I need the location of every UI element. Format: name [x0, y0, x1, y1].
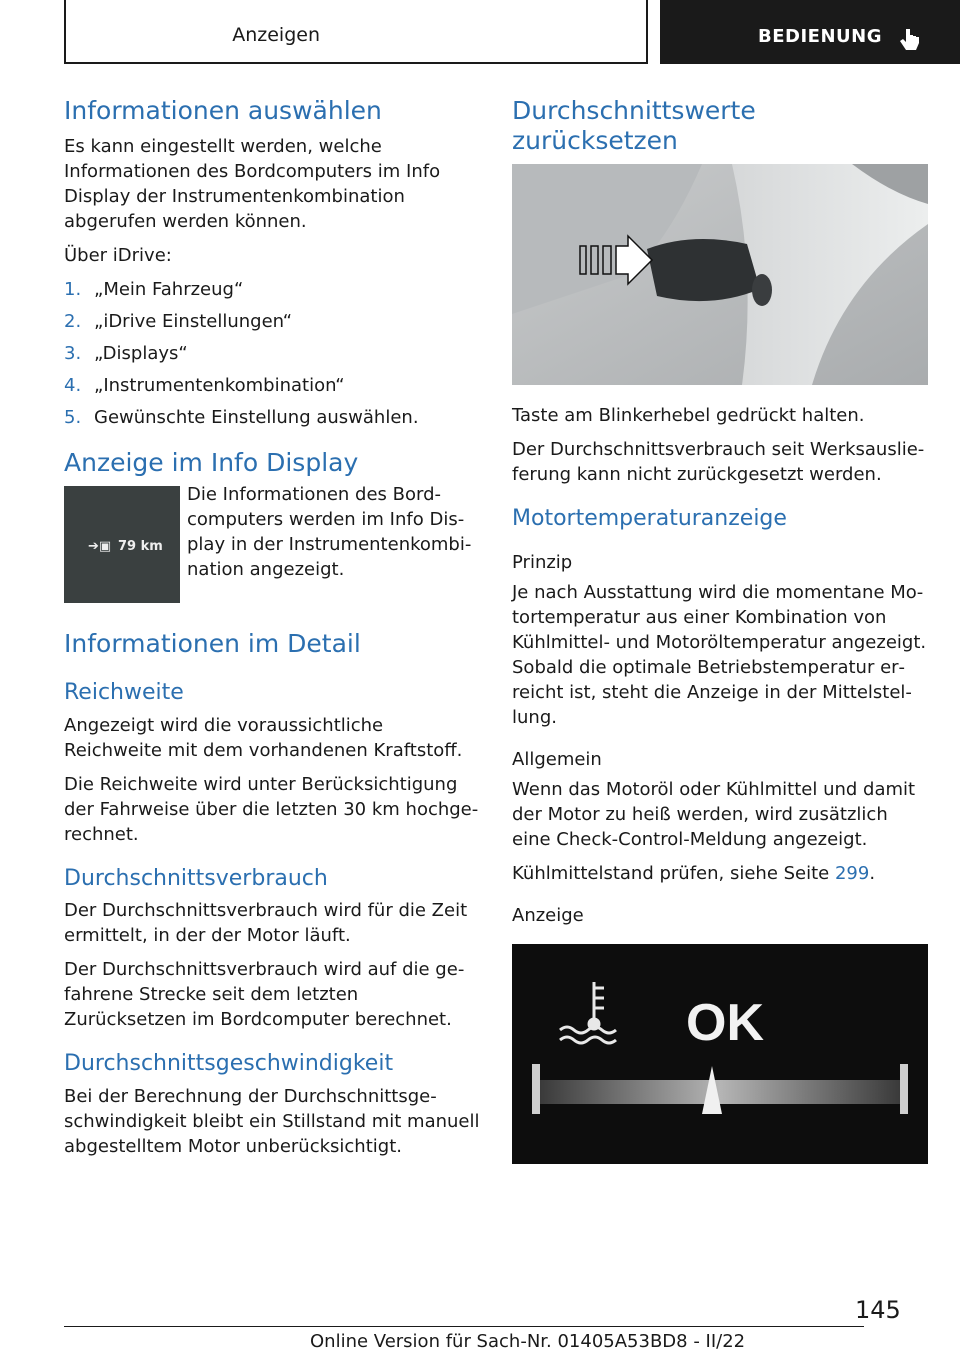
paragraph-select-info: Es kann eingestellt werden, welche Informationen des Bordcomputers im Info Display der Instrumentenkombination abgerufen werden können. — [64, 136, 441, 232]
list-number: 5. — [64, 407, 82, 428]
gauge-ok-text: OK — [686, 993, 764, 1052]
paragraph-general: Wenn das Motoröl oder Kühlmittel und damit der Motor zu heiß werden, wird zusätzlich eine Check-Control-Meldung angezeigt. — [512, 779, 916, 851]
heading-prinzip: Prinzip — [512, 551, 573, 573]
engine-temperature-display-image — [512, 944, 928, 1164]
footer-divider — [64, 1326, 864, 1327]
coolant-suffix: . — [869, 863, 876, 885]
paragraph-reset-1: Taste am Blinkerhebel gedrückt halten. — [512, 405, 865, 426]
turn-signal-lever-image — [512, 164, 928, 385]
right-column — [512, 96, 928, 1164]
page-link-299[interactable]: 299 — [834, 863, 870, 885]
heading-reichweite: Reichweite — [64, 680, 184, 705]
paragraph-speed: Bei der Berechnung der Durchschnittsgeschwindigkeit bleibt ein Stillstand mit manuell abgestelltem Motor unberücksichtigt. — [64, 1085, 480, 1157]
hand-pointer-icon — [898, 28, 922, 54]
left-column — [64, 96, 480, 1168]
list-text: „Mein Fahrzeug“ — [94, 279, 244, 300]
header-section-title: Anzeigen — [232, 24, 320, 46]
list-text: „Instrumentenkombination“ — [94, 375, 345, 396]
heading-anzeige: Anzeige — [512, 905, 584, 927]
paragraph-range-1: Angezeigt wird die voraussichtliche Reichweite mit dem vorhandenen Kraftstoff. — [64, 714, 463, 761]
paragraph-principle: Je nach Ausstattung wird die momentane Motortemperatur aus einer Kombination von Kühlmittel- und Motoröltemperatur angezeigt. Sobald die optimale Betriebstemperatur erreicht ist, steht die Anzeige in der Mittelstellung. — [512, 581, 927, 728]
heading-durchschnittsgeschwindigkeit: Durchschnittsgeschwindigkeit — [64, 1051, 394, 1076]
heading-durchschnittswerte-zuruecksetzen: Durchschnittswerte zurücksetzen — [512, 96, 756, 155]
fuel-range-icon: ➔▣ — [88, 539, 112, 554]
list-number: 1. — [64, 279, 82, 300]
paragraph-consumption-1: Der Durchschnittsverbrauch wird für die Zeit ermittelt, in der der Motor läuft. — [64, 900, 468, 946]
chapter-tab — [660, 0, 960, 64]
heading-allgemein: Allgemein — [512, 748, 602, 770]
info-display-block — [64, 486, 480, 603]
list-text: „iDrive Einstellungen“ — [94, 311, 293, 332]
heading-anzeige-info-display: Anzeige im Info Display — [64, 448, 359, 477]
list-number: 4. — [64, 375, 82, 396]
coolant-text: Kühlmittelstand prüfen, siehe Seite — [512, 863, 835, 885]
range-value: 79 km — [118, 539, 163, 554]
heading-informationen-im-detail: Informationen im Detail — [64, 629, 361, 658]
paragraph-consumption-2: Der Durchschnittsverbrauch wird auf die gefahrene Strecke seit dem letzten Zurücksetzen im Bordcomputer berechnet. — [64, 959, 465, 1030]
chapter-tab-label: BEDIENUNG — [758, 26, 882, 47]
paragraph-range-2: Die Reichweite wird unter Berücksichtigung der Fahrweise über die letzten 30 km hochgerechnet. — [64, 773, 479, 845]
idrive-steps-list — [64, 277, 480, 430]
list-item — [64, 341, 480, 366]
header-frame — [64, 0, 648, 64]
list-item — [64, 405, 480, 430]
list-text: „Displays“ — [94, 343, 188, 364]
list-item — [64, 373, 480, 398]
paragraph-info-display: Die Informationen des Bordcomputers werden im Info Display in der Instrumentenkombination angezeigt. — [187, 484, 472, 580]
list-number: 2. — [64, 311, 82, 332]
heading-motortemperaturanzeige: Motortemperaturanzeige — [512, 506, 787, 531]
heading-durchschnittsverbrauch: Durchschnittsverbrauch — [64, 865, 328, 891]
paragraph-idrive: Über iDrive: — [64, 245, 172, 266]
heading-informationen-auswaehlen: Informationen auswählen — [64, 96, 382, 125]
info-display-image — [64, 486, 180, 603]
list-item — [64, 277, 480, 302]
paragraph-coolant — [512, 861, 928, 886]
page-number: 145 — [855, 1296, 901, 1324]
list-number: 3. — [64, 343, 82, 364]
list-item — [64, 309, 480, 334]
footer-text: Online Version für Sach-Nr. 01405A53BD8 - II/22 — [310, 1331, 746, 1352]
paragraph-reset-2: Der Durchschnittsverbrauch seit Werksauslieferung kann nicht zurückgesetzt werden. — [512, 439, 925, 485]
list-text: Gewünschte Einstellung auswählen. — [94, 407, 419, 428]
